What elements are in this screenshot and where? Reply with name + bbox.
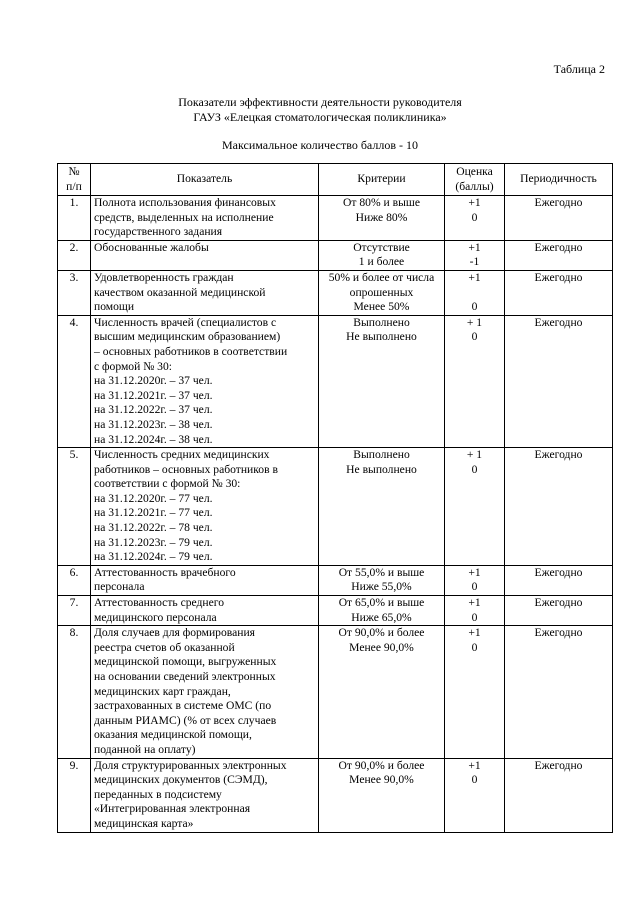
row-number: 7. [58,596,91,626]
table-header-row [58,164,613,196]
indicator-line: переданных в подсистему [94,787,222,801]
indicator-line: на 31.12.2023г. – 38 чел. [94,417,213,431]
criteria-line: Не выполнено [346,330,417,344]
indicator-line: медицинских документов (СЭМД), [94,773,268,787]
table-row [58,315,613,447]
indicator-line: на 31.12.2021г. – 77 чел. [94,506,213,520]
criteria-line: Менее 90,0% [349,640,414,654]
title-line: ГАУЗ «Елецкая стоматологическая поликлиника» [193,110,447,124]
row-indicator [91,240,319,270]
row-criteria [319,758,445,832]
criteria-line: Ниже 80% [355,210,408,224]
indicator-line: Аттестованность среднего [94,596,225,610]
indicator-line: данным РИАМС) (% от всех случаев [94,713,277,727]
score-line [448,286,501,301]
indicator-line: Аттестованность врачебного [94,565,236,579]
criteria-line: Ниже 55,0% [351,580,412,594]
document-title [0,95,640,125]
table-number: Таблица 2 [553,62,605,76]
row-score [445,270,505,315]
indicator-line: реестра счетов об оказанной [94,640,235,654]
row-score [445,758,505,832]
criteria-line: опрошенных [349,285,414,299]
row-score [445,626,505,758]
indicator-line: на 31.12.2022г. – 78 чел. [94,521,213,535]
criteria-line: От 80% и выше [343,196,420,209]
criteria-line: От 65,0% и выше [338,596,425,610]
row-period: Ежегодно [505,315,613,447]
indicator-line: персонала [94,580,145,594]
score-line: +1 [468,596,481,610]
table-row [58,196,613,241]
criteria-line: От 90,0% и более [338,758,425,772]
indicator-line: средств, выделенных на исполнение [94,210,274,224]
row-criteria [319,240,445,270]
criteria-line: Не выполнено [346,462,417,476]
header-num: № п/п [58,164,91,196]
indicator-line: оказания медицинской помощи, [94,728,252,742]
score-line: + 1 [466,315,483,329]
indicator-line: на 31.12.2024г. – 79 чел. [94,550,213,564]
row-period: Ежегодно [505,196,613,241]
indicator-line: соответствии с формой № 30: [94,477,241,491]
row-indicator [91,565,319,595]
indicator-line: медицинского персонала [94,610,217,624]
header-indicator: Показатель [91,164,319,196]
score-line: 0 [471,300,478,314]
row-indicator [91,626,319,758]
score-line: 0 [471,462,478,476]
indicator-line: Удовлетворенность граждан [94,270,234,284]
row-score [445,565,505,595]
row-score [445,315,505,447]
score-line: 0 [471,640,478,654]
row-number: 2. [58,240,91,270]
score-line: 0 [471,773,478,787]
indicator-line: на 31.12.2022г. – 37 чел. [94,403,213,417]
table-row [58,626,613,758]
score-line: +1 [468,565,481,579]
row-indicator [91,196,319,241]
criteria-line: От 55,0% и выше [338,565,425,579]
score-line: 0 [471,330,478,344]
table-row [58,240,613,270]
indicator-line: на основании сведений электронных [94,670,276,683]
row-criteria [319,315,445,447]
table-row [58,270,613,315]
indicator-line: высшим медицинским образованием) [94,330,281,344]
indicator-line: «Интегрированная электронная [94,802,251,816]
criteria-line: Менее 50% [353,300,410,314]
row-number: 1. [58,196,91,241]
indicator-line: на 31.12.2021г. – 37 чел. [94,388,213,402]
indicator-line: медицинских карт граждан, [94,684,231,698]
row-criteria [319,596,445,626]
indicator-line: на 31.12.2020г. – 37 чел. [94,374,213,388]
score-line: -1 [469,255,480,269]
criteria-line: Выполнено [353,448,410,462]
row-number: 8. [58,626,91,758]
max-points-line: Максимальное количество баллов - 10 [221,138,419,152]
row-period: Ежегодно [505,596,613,626]
score-line: +1 [468,626,481,640]
criteria-line: Выполнено [353,315,410,329]
row-indicator [91,315,319,447]
indicator-line: Доля структурированных электронных [94,758,287,772]
score-line: + 1 [466,448,483,462]
criteria-line: 1 и более [358,255,405,269]
criteria-line: Менее 90,0% [349,773,414,787]
criteria-line: 50% и более от числа [328,270,435,284]
header-criteria: Критерии [319,164,445,196]
row-period: Ежегодно [505,448,613,566]
indicator-line: с формой № 30: [94,359,172,373]
row-criteria [319,270,445,315]
row-period: Ежегодно [505,240,613,270]
row-period: Ежегодно [505,565,613,595]
score-line: +1 [468,196,481,209]
table-row [58,596,613,626]
indicator-line: Доля случаев для формирования [94,626,255,640]
row-criteria [319,448,445,566]
row-number: 6. [58,565,91,595]
indicator-line: медицинская карта» [94,816,194,830]
indicator-line: Численность средних медицинских [94,448,270,462]
row-period: Ежегодно [505,626,613,758]
indicator-line: поданной на оплату) [94,742,196,756]
indicator-line: – основных работников в соответствии [94,344,288,358]
row-score [445,448,505,566]
table-row [58,565,613,595]
indicator-line: медицинской помощи, выгруженных [94,655,277,669]
score-line: +1 [468,270,481,284]
criteria-line: Ниже 65,0% [351,610,412,624]
criteria-line: Отсутствие [353,240,410,254]
indicator-line: Обоснованные жалобы [94,240,209,254]
table-body [58,196,613,833]
score-line: +1 [468,240,481,254]
header-score: Оценка (баллы) [445,164,505,196]
row-indicator [91,758,319,832]
indicator-line: государственного задания [94,225,223,239]
indicator-line: работников – основных работников в [94,462,278,476]
row-criteria [319,626,445,758]
indicator-line: застрахованных в системе ОМС (по [94,699,272,713]
row-indicator [91,448,319,566]
title-line: Показатели эффективности деятельности руководителя [178,95,462,109]
score-line: 0 [471,210,478,224]
indicator-line: на 31.12.2023г. – 79 чел. [94,535,213,549]
row-score [445,196,505,241]
indicator-line: помощи [94,300,135,314]
indicator-line: Численность врачей (специалистов с [94,315,277,329]
score-line: 0 [471,610,478,624]
row-indicator [91,270,319,315]
row-period: Ежегодно [505,758,613,832]
row-number: 3. [58,270,91,315]
indicators-table [57,163,613,833]
indicator-line: на 31.12.2020г. – 77 чел. [94,491,213,505]
indicator-line: Полнота использования финансовых [94,196,276,209]
indicator-line: качеством оказанной медицинской [94,285,266,299]
score-line: +1 [468,758,481,772]
table-row [58,758,613,832]
table-row [58,448,613,566]
row-score [445,240,505,270]
row-number: 4. [58,315,91,447]
indicator-line: на 31.12.2024г. – 38 чел. [94,432,213,446]
score-line: 0 [471,580,478,594]
row-number: 5. [58,448,91,566]
criteria-line: От 90,0% и более [338,626,425,640]
row-indicator [91,596,319,626]
row-score [445,596,505,626]
row-period: Ежегодно [505,270,613,315]
row-number: 9. [58,758,91,832]
row-criteria [319,196,445,241]
header-period: Периодичность [505,164,613,196]
row-criteria [319,565,445,595]
